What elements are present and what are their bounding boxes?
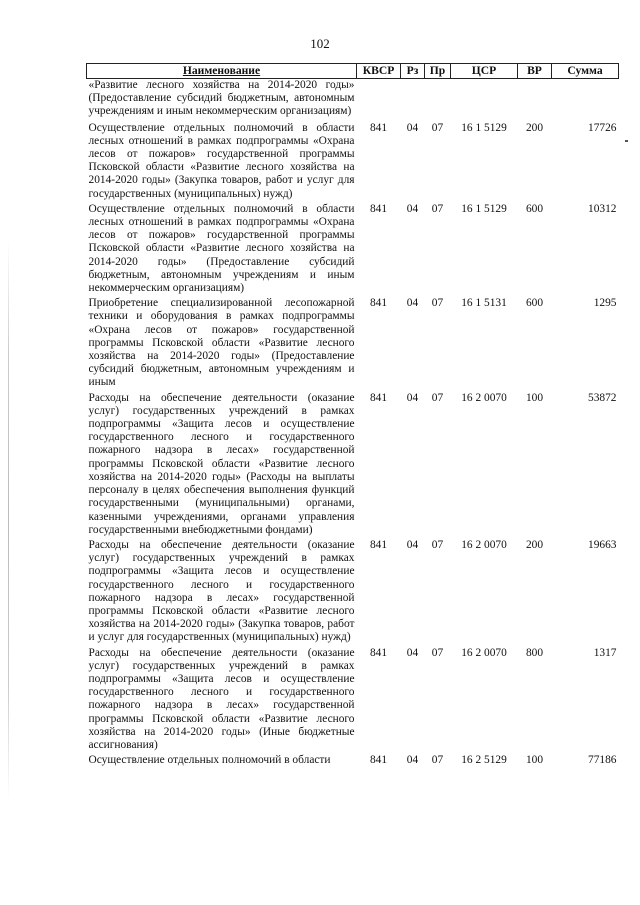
row-csr: 16 1 5129 (461, 202, 507, 215)
row-pr: 07 (431, 121, 444, 134)
table-row-continuation (87, 79, 619, 122)
row-sum: 19663 (588, 538, 617, 551)
table-header-row (87, 64, 619, 79)
continuation-text: «Развитие лесного хозяйства на 2014-2020 годы» (Предоставление субсидий бюджетным, автономным учреждениям и иным некоммерческим организациям) (88, 79, 355, 118)
row-vr: 200 (525, 121, 544, 134)
row-pr: 07 (431, 538, 444, 551)
row-rz: 04 (406, 297, 419, 310)
row-kvsr: 841 (369, 121, 388, 134)
row-kvsr: 841 (369, 297, 388, 310)
table-row (87, 647, 619, 755)
row-kvsr: 841 (369, 646, 388, 659)
row-pr: 07 (431, 646, 444, 659)
row-csr: 16 2 0070 (461, 391, 507, 404)
table-row (87, 122, 619, 203)
row-sum: 17726 (588, 121, 617, 134)
row-vr: 600 (525, 202, 544, 215)
row-rz: 04 (406, 538, 419, 551)
row-name: Осуществление отдельных полномочий в области лесных отношений в рамках подпрограммы «Охрана лесов от пожаров» государственной программы Псковской области «Развитие лесного хозяйства на 2014-2020 годы» (Закупка товаров, работ и услуг для государственных (муниципальных) нужд) (88, 121, 355, 200)
scan-speck (625, 140, 628, 142)
row-pr: 07 (431, 391, 444, 404)
table-row (87, 297, 619, 391)
page-number: 102 (310, 36, 330, 51)
row-pr: 07 (431, 297, 444, 310)
row-kvsr: 841 (369, 391, 388, 404)
row-sum: 53872 (588, 391, 617, 404)
table-row (87, 539, 619, 647)
row-csr: 16 2 0070 (461, 646, 507, 659)
budget-table (86, 63, 619, 769)
row-name: Осуществление отдельных полномочий в области (88, 754, 331, 767)
row-rz: 04 (406, 646, 419, 659)
row-rz: 04 (406, 202, 419, 215)
row-sum: 77186 (588, 754, 617, 767)
row-csr: 16 1 5129 (461, 121, 507, 134)
row-name: Расходы на обеспечение деятельности (оказание услуг) государственных учреждений в рамках подпрограммы «Защита лесов и осуществление государственного лесного и государственного пожарного надзора в лесах» государственной программы Псковской области «Развитие лесного хозяйства на 2014-2020 годы» (Иные бюджетные ассигнования) (88, 646, 355, 751)
row-rz: 04 (406, 754, 419, 767)
header-rz: Рз (401, 64, 425, 79)
header-pr: Пр (425, 64, 451, 79)
row-csr: 16 1 5131 (461, 297, 507, 310)
row-sum: 1295 (593, 297, 617, 310)
row-name: Расходы на обеспечение деятельности (оказание услуг) государственных учреждений в рамках подпрограммы «Защита лесов и осуществление государственного лесного и государственного пожарного надзора в лесах» государственной программы Псковской области «Развитие лесного хозяйства на 2014-2020 годы» (Расходы на выплаты персоналу в целях обеспечения выполнения функций государственными (муниципальными) органами, казенными учреждениями, органами управления государственными внебюджетными фондами) (88, 391, 355, 536)
table-row (87, 754, 619, 769)
row-name: Расходы на обеспечение деятельности (оказание услуг) государственных учреждений в рамках подпрограммы «Защита лесов и осуществление государственного лесного и государственного пожарного надзора в лесах» государственной программы Псковской области «Развитие лесного хозяйства на 2014-2020 годы» (Закупка товаров, работ и услуг для государственных (муниципальных) нужд) (88, 538, 355, 644)
row-sum: 10312 (588, 202, 617, 215)
row-rz: 04 (406, 121, 419, 134)
header-name: Наименование (87, 64, 357, 79)
row-csr: 16 2 5129 (461, 754, 507, 767)
row-name: Приобретение специализированной лесопожарной техники и оборудования в рамках подпрограммы «Охрана лесов от пожаров» государственной программы Псковской области «Развитие лесного хозяйства на 2014-2020 годы» (Предоставление субсидий бюджетным, автономным учреждениям и иным (88, 297, 355, 389)
row-vr: 800 (525, 646, 544, 659)
row-kvsr: 841 (369, 754, 388, 767)
table-row (87, 203, 619, 297)
header-sum: Сумма (552, 64, 619, 79)
row-vr: 100 (525, 391, 544, 404)
header-vr: ВР (518, 64, 552, 79)
row-rz: 04 (406, 391, 419, 404)
row-csr: 16 2 0070 (461, 538, 507, 551)
row-kvsr: 841 (369, 202, 388, 215)
row-name: Осуществление отдельных полномочий в области лесных отношений в рамках подпрограммы «Охрана лесов от пожаров» государственной программы Псковской области «Развитие лесного хозяйства на 2014-2020 годы» (Предоставление субсидий бюджетным, автономным учреждениям и иным некоммерческим организациям) (88, 202, 355, 295)
row-pr: 07 (431, 202, 444, 215)
row-vr: 600 (525, 297, 544, 310)
row-kvsr: 841 (369, 538, 388, 551)
header-kvsr: КВСР (357, 64, 401, 79)
row-vr: 200 (525, 538, 544, 551)
row-pr: 07 (431, 754, 444, 767)
header-csr: ЦСР (451, 64, 518, 79)
row-vr: 100 (525, 754, 544, 767)
scan-edge-shadow (8, 240, 9, 800)
table-row (87, 392, 619, 539)
row-sum: 1317 (593, 646, 617, 659)
